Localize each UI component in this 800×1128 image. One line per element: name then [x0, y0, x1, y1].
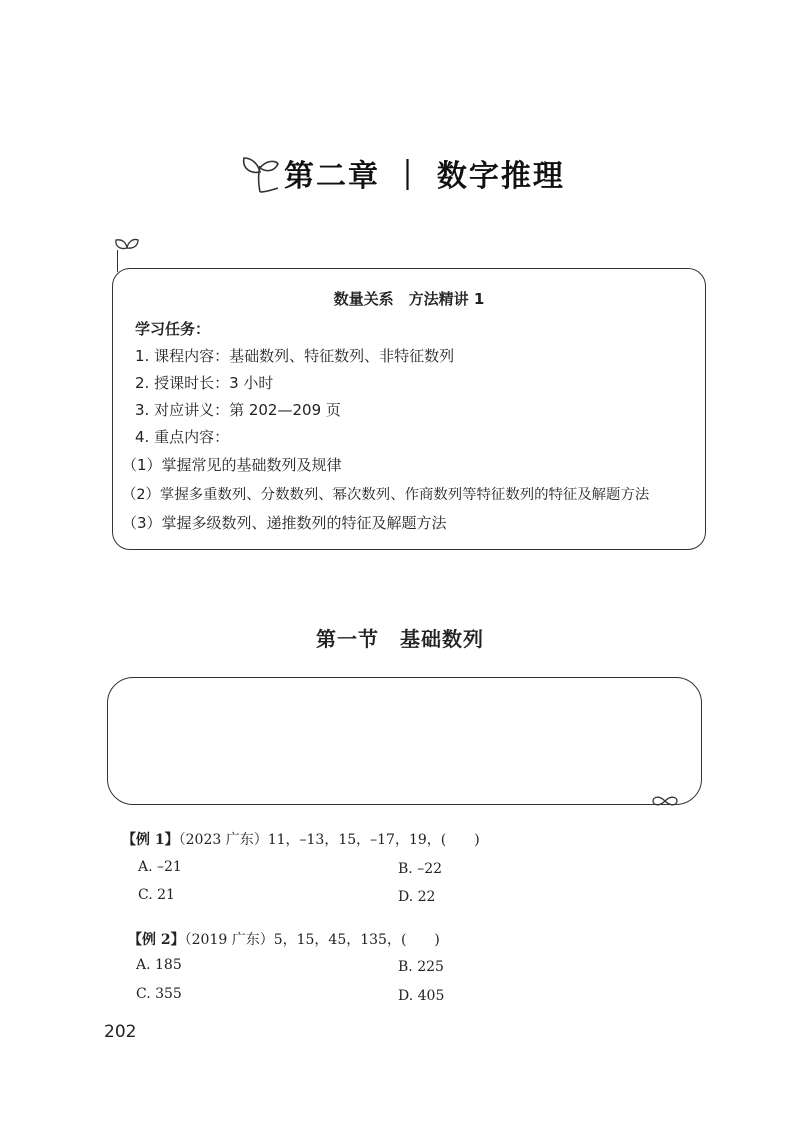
task-item: 4. 重点内容： [135, 428, 230, 446]
task-label: 学习任务： [135, 320, 211, 338]
option-b: B. –22 [398, 861, 443, 877]
example-question [122, 829, 480, 849]
task-item: 3. 对应讲义：第 202—209 页 [135, 401, 341, 419]
note-box [107, 677, 702, 805]
option-d: D. 22 [398, 889, 436, 905]
task-subitem: （2）掌握多重数列、分数数列、幂次数列、作商数列等特征数列的特征及解题方法 [122, 487, 650, 503]
chapter-title: 第二章 ｜ 数字推理 [284, 159, 565, 194]
page-number: 202 [104, 1022, 137, 1042]
option-a: A. –21 [138, 859, 182, 875]
example-label: 【例 2】 [128, 932, 185, 948]
task-subitem: （1）掌握常见的基础数列及规律 [122, 456, 342, 474]
option-b: B. 225 [398, 959, 444, 975]
task-item: 2. 授课时长：3 小时 [135, 374, 274, 392]
chapter-heading [236, 148, 565, 198]
option-c: C. 21 [138, 887, 175, 903]
leaf-stem [117, 250, 120, 272]
section-title: 第一节 基础数列 [316, 627, 484, 651]
task-subitem: （3）掌握多级数列、递推数列的特征及解题方法 [122, 514, 447, 532]
example-question [128, 929, 440, 949]
task-item: 1. 课程内容：基础数列、特征数列、非特征数列 [135, 347, 455, 365]
option-d: D. 405 [398, 988, 445, 1004]
question-text: （2019 广东）5，15，45，135，( ) [184, 932, 440, 948]
leaf-icon [652, 793, 678, 809]
example-label: 【例 1】 [122, 832, 179, 848]
question-text: （2023 广东）11，–13，15，–17，19，( ) [178, 832, 480, 848]
option-a: A. 185 [136, 957, 182, 973]
option-c: C. 355 [136, 986, 182, 1002]
task-box-title: 数量关系 方法精讲 1 [333, 290, 485, 308]
sprout-icon [236, 152, 282, 194]
